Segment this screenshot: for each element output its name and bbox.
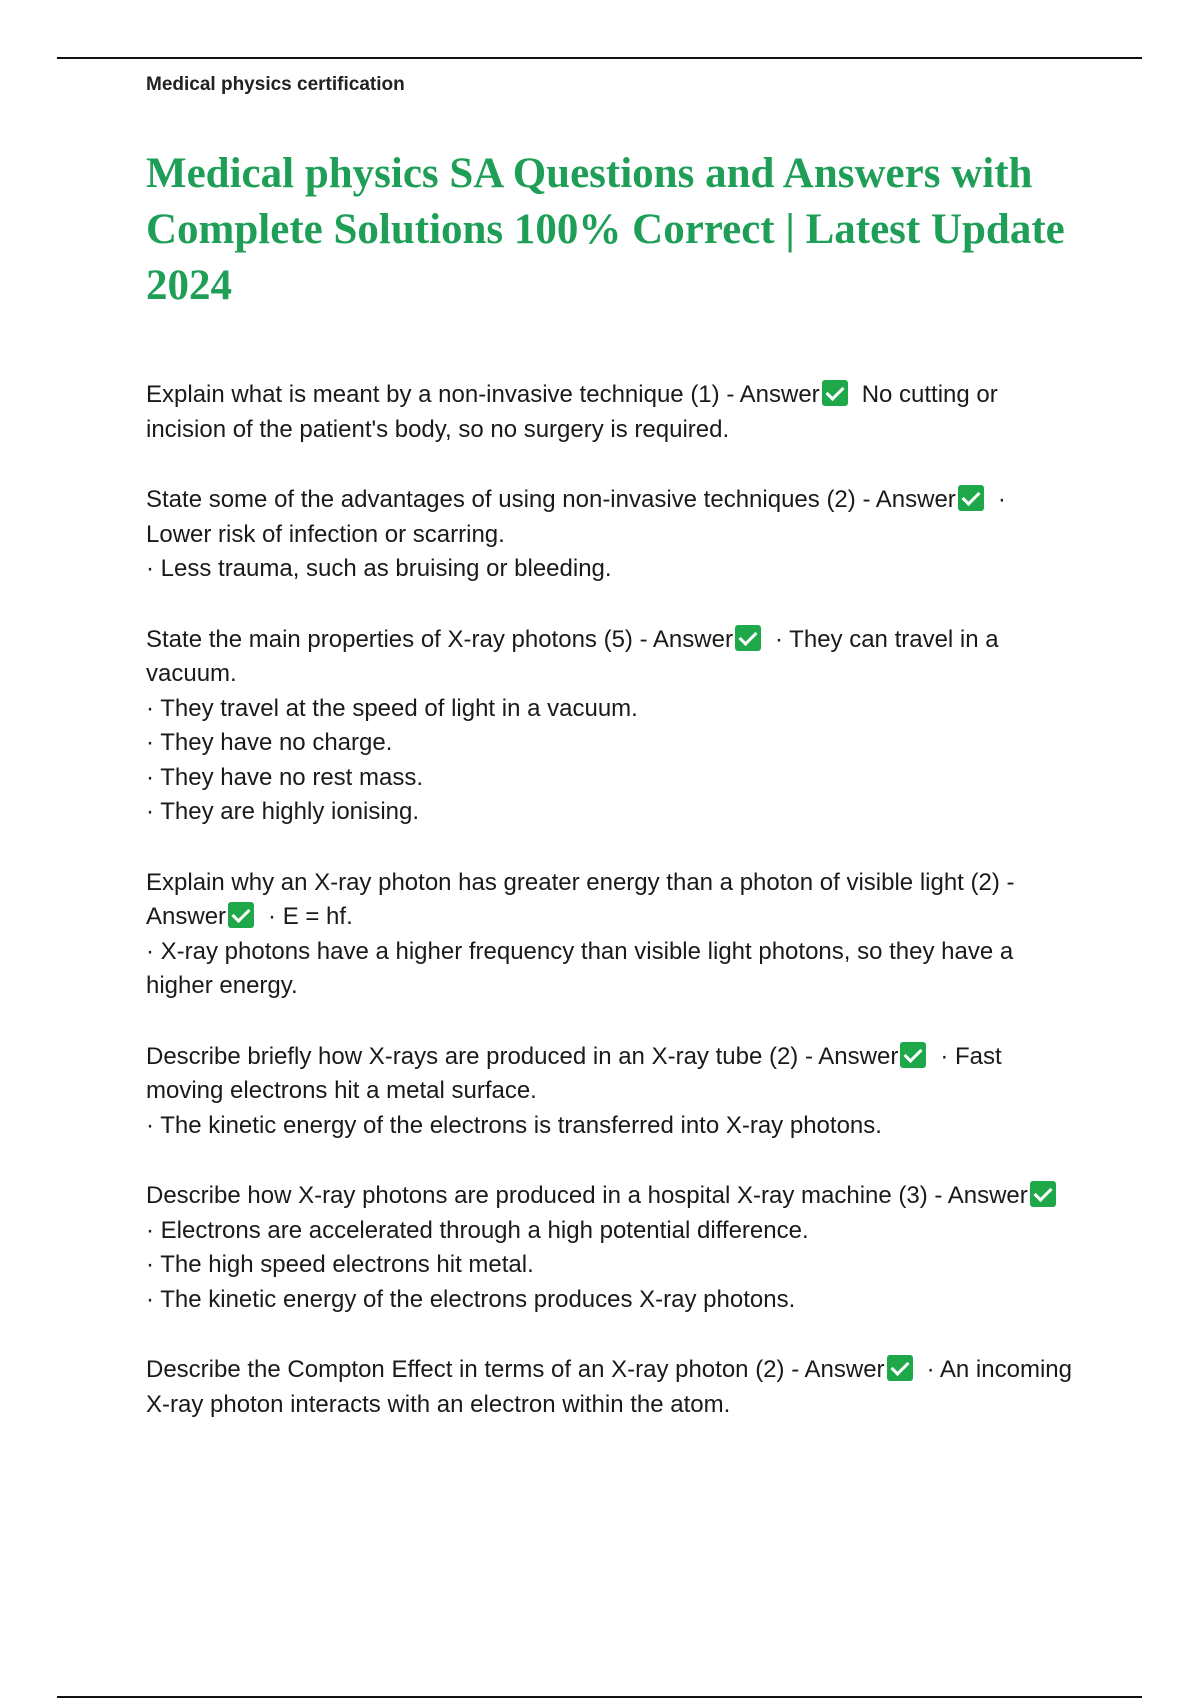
header-rule xyxy=(57,57,1142,59)
answer-line: · X-ray photons have a higher frequency than visible light photons, so they have a higher energy. xyxy=(146,937,1014,999)
question-text: Describe briefly how X-rays are produced in an X-ray tube (2) - Answer xyxy=(146,1042,899,1070)
page-header: Medical physics certification xyxy=(146,74,405,95)
answer-line: · The kinetic energy of the electrons produces X-ray photons. xyxy=(146,1285,796,1313)
qa-item xyxy=(146,1353,1076,1422)
qa-item xyxy=(146,1040,1076,1144)
footer-rule xyxy=(57,1696,1142,1698)
question-text: State some of the advantages of using non-invasive techniques (2) - Answer xyxy=(146,486,956,513)
question-text: Explain what is meant by a non-invasive technique (1) - Answer xyxy=(146,381,820,408)
answer-line: · An incoming X-ray photon interacts with an electron within the atom. xyxy=(146,1356,1072,1418)
check-mark-icon xyxy=(822,380,848,406)
answer-line: · The high speed electrons hit metal. xyxy=(146,1251,534,1278)
answer-line: No cutting or incision of the patient's body, so no surgery is required. xyxy=(146,381,998,443)
answer-line: · Fast moving electrons hit a metal surface. xyxy=(146,1042,1002,1104)
question-text: Describe how X-ray photons are produced in a hospital X-ray machine (3) - Answer xyxy=(146,1182,1028,1209)
answer-line: · E = hf. xyxy=(268,903,353,930)
check-mark-icon xyxy=(735,625,761,651)
answer-line: · They have no rest mass. xyxy=(146,763,424,791)
answer-line: · They travel at the speed of light in a vacuum. xyxy=(146,694,638,722)
question-text: Explain why an X-ray photon has greater energy than a photon of visible light (2) - Answer xyxy=(146,868,1015,930)
qa-item xyxy=(146,623,1076,830)
check-mark-icon xyxy=(900,1042,926,1068)
check-mark-icon xyxy=(1030,1181,1056,1207)
answer-line: · They are highly ionising. xyxy=(146,798,420,825)
answer-line: · The kinetic energy of the electrons is transferred into X-ray photons. xyxy=(146,1111,882,1139)
check-mark-icon xyxy=(887,1355,913,1381)
answer-line: · Electrons are accelerated through a high potential difference. xyxy=(146,1216,809,1244)
answer-line: · Lower risk of infection or scarring. xyxy=(146,486,1006,548)
answer-line: · Less trauma, such as bruising or bleeding. xyxy=(146,555,612,582)
question-text: Describe the Compton Effect in terms of an X-ray photon (2) - Answer xyxy=(146,1356,885,1383)
answer-line: · They have no charge. xyxy=(146,729,393,756)
check-mark-icon xyxy=(228,902,254,928)
document-title: Medical physics SA Questions and Answers with Complete Solutions 100% Correct | Latest Update 2024 xyxy=(146,150,1065,309)
question-text: State the main properties of X-ray photons (5) - Answer xyxy=(146,625,733,653)
qa-item xyxy=(146,866,1076,1004)
qa-list xyxy=(146,378,1076,1422)
qa-item xyxy=(146,1179,1076,1317)
check-mark-icon xyxy=(958,485,984,511)
answer-line: · They can travel in a vacuum. xyxy=(146,625,999,687)
qa-item xyxy=(146,378,1076,447)
qa-item xyxy=(146,483,1076,587)
